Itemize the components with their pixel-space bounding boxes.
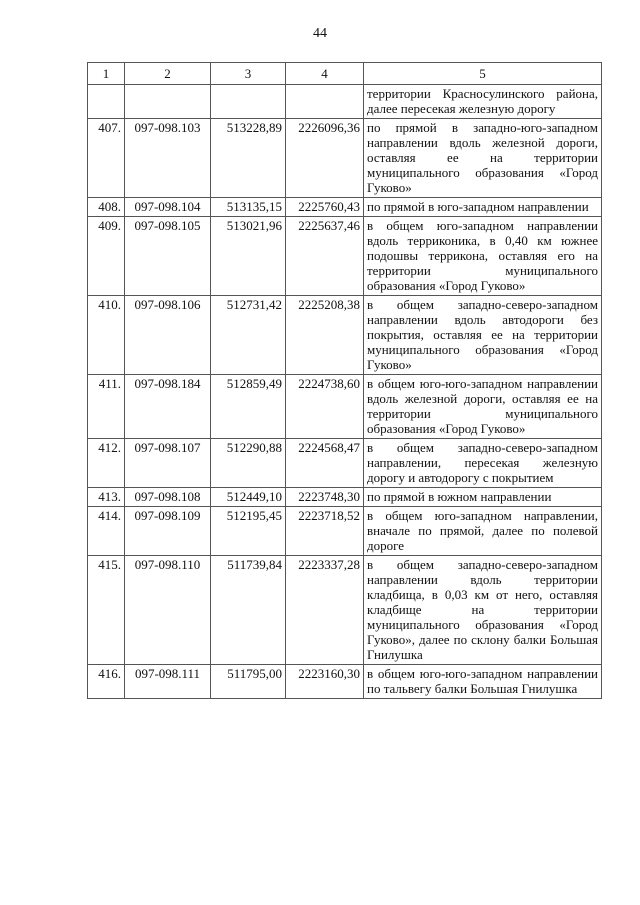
row-number-cell: 411. xyxy=(88,375,125,439)
point-code-cell: 097-098.109 xyxy=(125,507,211,556)
point-code-cell: 097-098.108 xyxy=(125,488,211,507)
row-number-cell xyxy=(88,85,125,119)
boundary-description-cell: в общем юго-западном направлении вдоль терриконика, в 0,40 км южнее подошвы террикона, оставляя его на территории муниципального образования «Город Гуково» xyxy=(364,217,602,296)
x-coordinate-cell: 512731,42 xyxy=(211,296,286,375)
x-coordinate-cell: 512449,10 xyxy=(211,488,286,507)
table-row xyxy=(88,198,602,217)
y-coordinate-cell: 2226096,36 xyxy=(286,119,364,198)
row-number-cell: 407. xyxy=(88,119,125,198)
boundary-description-cell: в общем западно-северо-западном направлении вдоль территории кладбища, в 0,03 км от него, оставляя кладбище на территории муниципального образования «Город Гуково», далее по склону балки Большая Гнилушка xyxy=(364,556,602,665)
table-row xyxy=(88,439,602,488)
table-row xyxy=(88,375,602,439)
boundary-description-cell: по прямой в западно-юго-западном направлении вдоль железной дороги, оставляя ее на территории муниципального образования «Город Гуково» xyxy=(364,119,602,198)
row-number-cell: 408. xyxy=(88,198,125,217)
header-col-1: 1 xyxy=(88,63,125,85)
page-number: 44 xyxy=(313,26,327,41)
y-coordinate-cell: 2223337,28 xyxy=(286,556,364,665)
row-number-cell: 409. xyxy=(88,217,125,296)
boundary-description-cell: по прямой в юго-западном направлении xyxy=(364,198,602,217)
x-coordinate-cell: 513228,89 xyxy=(211,119,286,198)
y-coordinate-cell: 2224568,47 xyxy=(286,439,364,488)
row-number-cell: 412. xyxy=(88,439,125,488)
header-col-5: 5 xyxy=(364,63,602,85)
y-coordinate-cell: 2223160,30 xyxy=(286,665,364,699)
point-code-cell xyxy=(125,85,211,119)
table-row xyxy=(88,217,602,296)
table-header xyxy=(88,63,602,85)
y-coordinate-cell: 2225637,46 xyxy=(286,217,364,296)
table-row xyxy=(88,507,602,556)
row-number-cell: 416. xyxy=(88,665,125,699)
boundary-description-cell: в общем западно-северо-западном направлении вдоль автодороги без покрытия, оставляя ее на территории муниципального образования «Город Гуково» xyxy=(364,296,602,375)
row-number-cell: 410. xyxy=(88,296,125,375)
point-code-cell: 097-098.106 xyxy=(125,296,211,375)
x-coordinate-cell: 511739,84 xyxy=(211,556,286,665)
x-coordinate-cell: 512290,88 xyxy=(211,439,286,488)
point-code-cell: 097-098.111 xyxy=(125,665,211,699)
boundary-description-cell: в общем западно-северо-западном направлении, пересекая железную дорогу и автодорогу с покрытием xyxy=(364,439,602,488)
y-coordinate-cell xyxy=(286,85,364,119)
x-coordinate-cell: 513021,96 xyxy=(211,217,286,296)
boundary-points-table xyxy=(87,62,602,699)
y-coordinate-cell: 2224738,60 xyxy=(286,375,364,439)
point-code-cell: 097-098.184 xyxy=(125,375,211,439)
table-row xyxy=(88,488,602,507)
header-col-3: 3 xyxy=(211,63,286,85)
x-coordinate-cell: 512195,45 xyxy=(211,507,286,556)
table-row xyxy=(88,556,602,665)
x-coordinate-cell xyxy=(211,85,286,119)
header-col-4: 4 xyxy=(286,63,364,85)
boundary-description-cell: по прямой в южном направлении xyxy=(364,488,602,507)
x-coordinate-cell: 512859,49 xyxy=(211,375,286,439)
point-code-cell: 097-098.105 xyxy=(125,217,211,296)
table-body xyxy=(88,85,602,699)
point-code-cell: 097-098.103 xyxy=(125,119,211,198)
row-number-cell: 414. xyxy=(88,507,125,556)
point-code-cell: 097-098.107 xyxy=(125,439,211,488)
point-code-cell: 097-098.104 xyxy=(125,198,211,217)
table-row xyxy=(88,119,602,198)
boundary-description-cell: в общем юго-юго-западном направлении вдоль железной дороги, оставляя ее на территории муниципального образования «Город Гуково» xyxy=(364,375,602,439)
x-coordinate-cell: 511795,00 xyxy=(211,665,286,699)
row-number-cell: 415. xyxy=(88,556,125,665)
point-code-cell: 097-098.110 xyxy=(125,556,211,665)
row-number-cell: 413. xyxy=(88,488,125,507)
header-col-2: 2 xyxy=(125,63,211,85)
y-coordinate-cell: 2223718,52 xyxy=(286,507,364,556)
x-coordinate-cell: 513135,15 xyxy=(211,198,286,217)
y-coordinate-cell: 2225760,43 xyxy=(286,198,364,217)
table-header-row xyxy=(88,63,602,85)
table-row xyxy=(88,296,602,375)
table-row xyxy=(88,665,602,699)
y-coordinate-cell: 2225208,38 xyxy=(286,296,364,375)
y-coordinate-cell: 2223748,30 xyxy=(286,488,364,507)
boundary-description-cell: в общем юго-западном направлении, вначале по прямой, далее по полевой дороге xyxy=(364,507,602,556)
table-row xyxy=(88,85,602,119)
boundary-description-cell: в общем юго-юго-западном направлении по тальвегу балки Большая Гнилушка xyxy=(364,665,602,699)
boundary-description-cell: территории Красносулинского района, далее пересекая железную дорогу xyxy=(364,85,602,119)
